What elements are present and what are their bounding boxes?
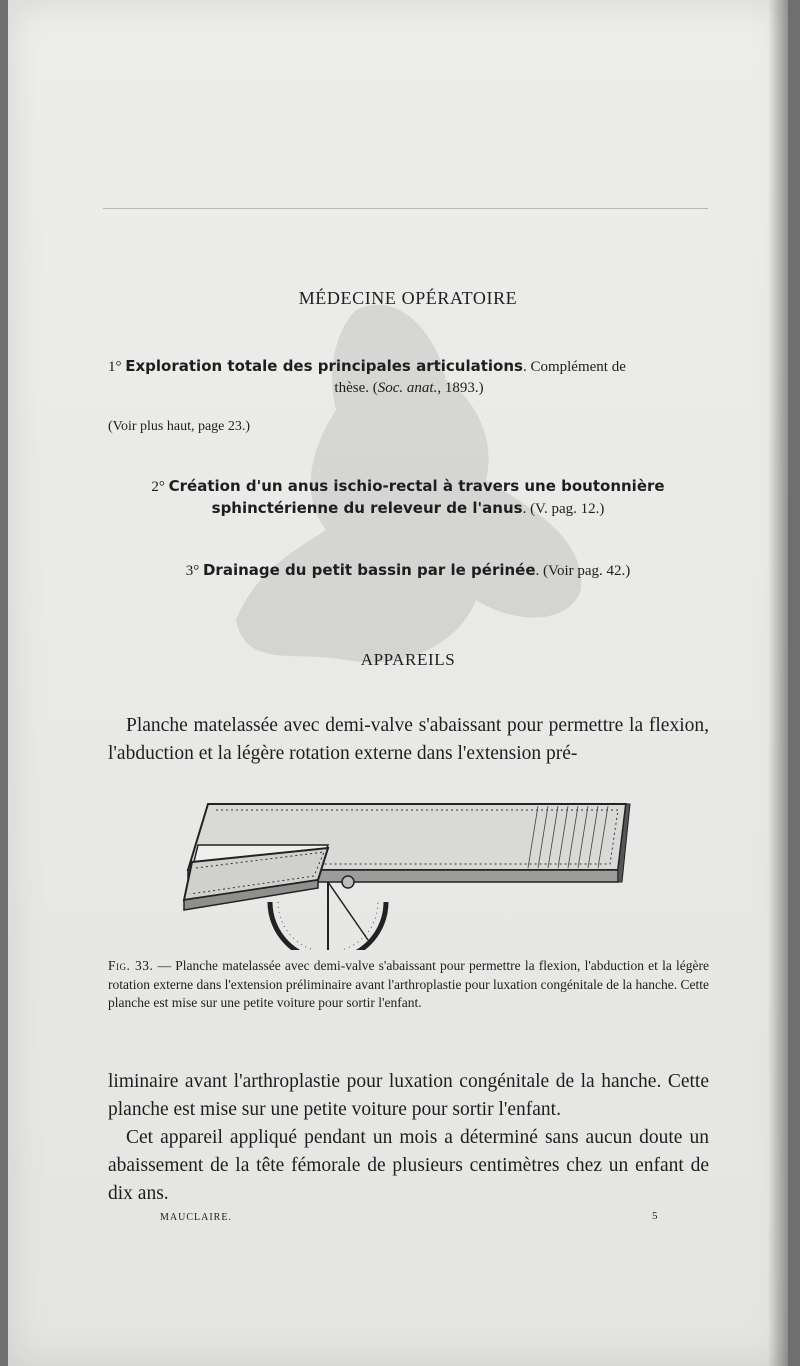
figure-caption-label: Fig. 33. bbox=[108, 958, 154, 973]
figure-caption bbox=[108, 957, 709, 1013]
entry-source: Soc. anat. bbox=[377, 380, 438, 396]
entry-rest: . Complément de bbox=[522, 359, 626, 375]
document-page bbox=[8, 0, 788, 1366]
entry-drainage bbox=[108, 560, 708, 582]
entry-number: 1° bbox=[108, 359, 122, 375]
entry-exploration-line2 bbox=[108, 378, 710, 399]
section-title-medecine: MÉDECINE OPÉRATOIRE bbox=[298, 288, 518, 308]
paragraph-1-end: liminaire avant l'arthroplastie pour luxation congénitale de la hanche. Cette planche est mise sur une petite voiture pour sortir l'enfant. bbox=[108, 1071, 709, 1120]
entry-title-cont: sphinctérienne du releveur de l'anus bbox=[211, 499, 523, 517]
footer-signature-mark: 5 bbox=[652, 1210, 658, 1222]
entry-title: Création d'un anus ischio-rectal à travers une boutonnière bbox=[168, 477, 665, 495]
entry-line2-pre: thèse. ( bbox=[334, 380, 378, 396]
entry-title: Exploration totale des principales articulations bbox=[125, 357, 523, 375]
entry-creation bbox=[108, 476, 708, 520]
entry-number: 3° bbox=[185, 563, 200, 579]
paragraph-2: Cet appareil appliqué pendant un mois a déterminé sans aucun doute un abaissement de la tête fémorale de plusieurs centimètres chez un enfant de dix ans. bbox=[108, 1127, 709, 1204]
footer-author: MAUCLAIRE. bbox=[160, 1212, 232, 1223]
entry-note: (Voir plus haut, page 23.) bbox=[108, 419, 251, 434]
entry-title: Drainage du petit bassin par le périnée bbox=[202, 561, 536, 579]
figure-caption-text: — Planche matelassée avec demi-valve s'abaissant pour permettre la flexion, l'abduction et la légère rotation externe dans l'extension préliminaire avant l'arthroplastie pour luxation congénitale de la hanche. Cette planche est mise sur une petite voiture pour sortir l'enfant. bbox=[108, 958, 709, 1010]
entry-creation-line2 bbox=[108, 498, 708, 520]
paragraph-1-start: Planche matelassée avec demi-valve s'abaissant pour permettre la flexion, l'abduction et la légère rotation externe dans l'extension pré- bbox=[108, 715, 709, 764]
entry-creation-line1 bbox=[108, 476, 708, 498]
entry-ref: . (V. pag. 12.) bbox=[522, 501, 605, 517]
page-edge-shadow bbox=[768, 0, 788, 1366]
entry-exploration-line1 bbox=[108, 356, 710, 378]
entry-line2-post: , 1893.) bbox=[437, 380, 484, 396]
section-title-appareils: APPAREILS bbox=[360, 650, 456, 669]
entry-number: 2° bbox=[151, 479, 165, 495]
header-rule bbox=[103, 208, 708, 209]
entry-ref: . (Voir pag. 42.) bbox=[535, 563, 631, 579]
entry-exploration bbox=[108, 356, 710, 399]
figure-planche-illustration bbox=[178, 790, 638, 950]
